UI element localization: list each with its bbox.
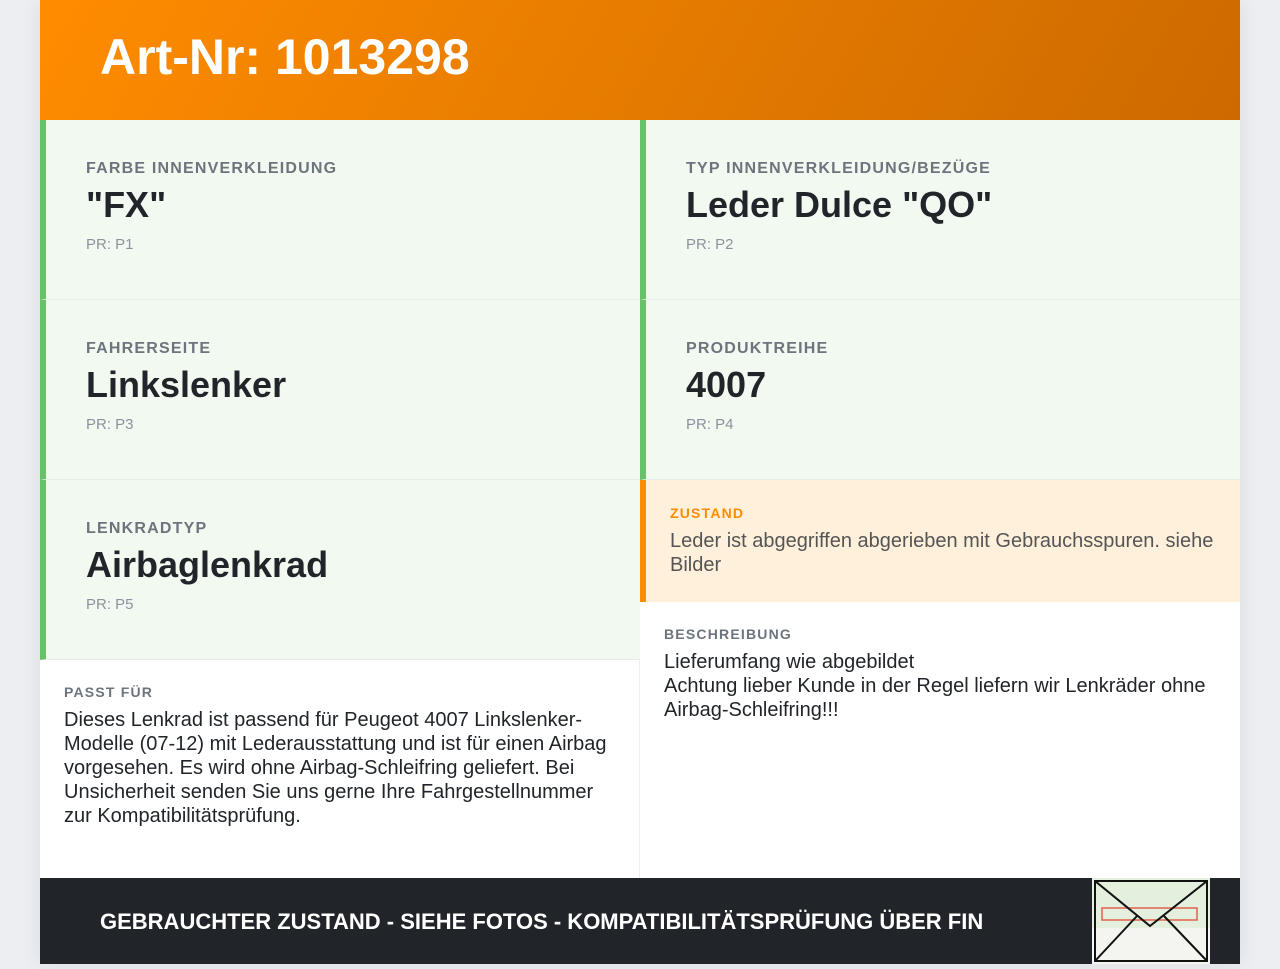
beschreibung-section <box>640 602 1240 878</box>
attr-label: TYP INNENVERKLEIDUNG/BEZÜGE <box>686 160 992 177</box>
attr-pr: PR: P1 <box>86 236 134 253</box>
attr-lenkradtyp <box>40 480 640 660</box>
attr-label: FAHRERSEITE <box>86 340 212 357</box>
attr-pr: PR: P2 <box>686 236 734 253</box>
fin-envelope-image <box>1092 878 1210 964</box>
attr-produktreihe <box>640 300 1240 480</box>
attr-typ <box>640 120 1240 300</box>
header <box>40 0 1240 120</box>
attr-label: PRODUKTREIHE <box>686 340 829 357</box>
attr-value: Linkslenker <box>86 364 287 405</box>
product-sheet <box>40 0 1240 964</box>
attr-value: Airbaglenkrad <box>86 544 329 585</box>
passt-label: PASST FÜR <box>64 684 154 700</box>
zustand-text: Leder ist abgegriffen abgerieben mit Gebrauchsspuren. siehe Bilder <box>670 530 1214 576</box>
attr-fahrerseite <box>40 300 640 480</box>
attr-farbe <box>40 120 640 300</box>
passt-fuer-section <box>40 660 640 878</box>
beschreibung-text: Lieferumfang wie abgebildet Achtung lieber Kunde in der Regel liefern wir Lenkräder ohne Airbag-Schleifring!!! <box>664 651 1206 721</box>
attr-value: 4007 <box>686 364 767 405</box>
attr-pr: PR: P3 <box>86 416 134 433</box>
footer-text: GEBRAUCHTER ZUSTAND - SIEHE FOTOS - KOMPATIBILITÄTSPRÜFUNG ÜBER FIN <box>100 909 984 934</box>
attr-label: FARBE INNENVERKLEIDUNG <box>86 160 338 177</box>
attr-value: Leder Dulce "QO" <box>686 184 993 225</box>
footer-banner <box>40 878 1240 964</box>
attr-pr: PR: P4 <box>686 416 734 433</box>
attr-pr: PR: P5 <box>86 596 134 613</box>
zustand-label: ZUSTAND <box>670 505 745 521</box>
beschreibung-label: BESCHREIBUNG <box>664 626 792 642</box>
passt-text: Dieses Lenkrad ist passend für Peugeot 4007 Linkslenker-Modelle (07-12) mit Lederausstattung und ist für einen Airbag vorgesehen. Es wird ohne Airbag-Schleifring geliefert. Bei Unsicherheit senden Sie uns gerne Ihre Fahrgestellnummer zur Kompatibilitätsprüfung. <box>64 709 607 827</box>
page-title: Art-Nr: 1013298 <box>100 29 470 85</box>
attr-value: "FX" <box>86 184 167 225</box>
zustand-box <box>640 480 1240 602</box>
attr-label: LENKRADTYP <box>86 520 208 537</box>
